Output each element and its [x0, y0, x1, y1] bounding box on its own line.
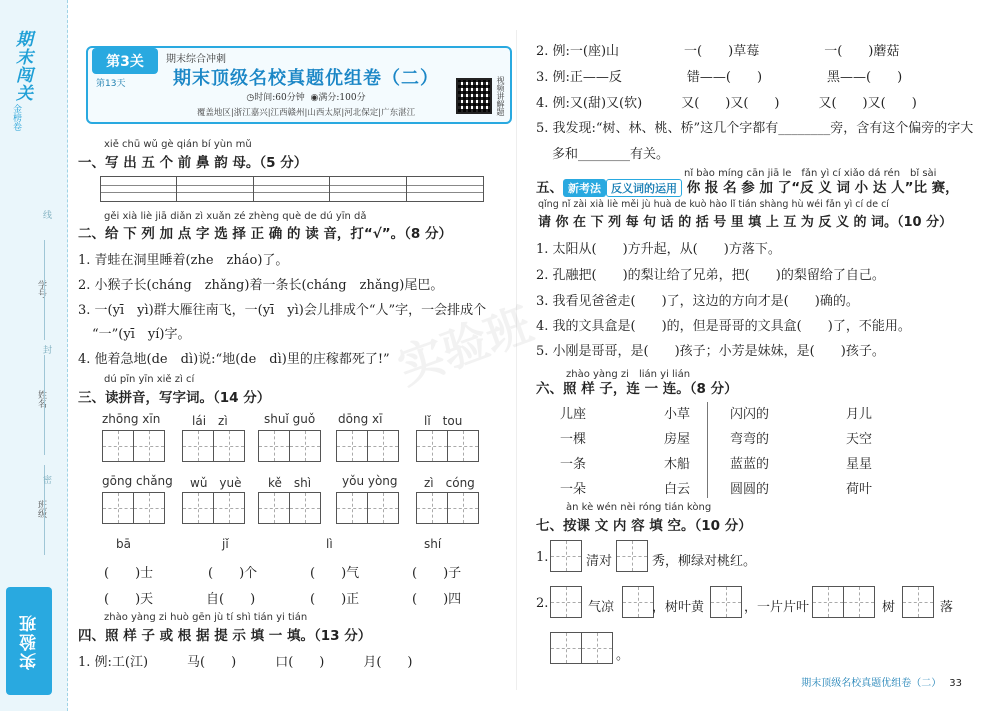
grid-cell[interactable]	[622, 586, 654, 618]
writing-grid[interactable]	[336, 492, 398, 524]
writing-grid[interactable]	[258, 492, 320, 524]
q7-item-1-text: 清对	[586, 554, 613, 569]
writing-grid[interactable]	[902, 586, 933, 618]
match-left-item[interactable]: 一棵	[560, 432, 587, 447]
cut-mark-line: 线	[41, 210, 51, 219]
student-id-label: 学号	[36, 280, 46, 298]
pinyin-prompt: lái zì	[192, 414, 228, 428]
section-5-pinyin-2: qǐng nǐ zài xià liè měi jù huà de kuò hào lǐ tián shàng hù wéi fǎn yì cí de cí	[538, 199, 889, 210]
q5-item-4[interactable]: 4. 我的文具盒是( )的，但是哥哥的文具盒( )了，不能用。	[536, 319, 911, 334]
section-5-text: 你 报 名 参 加 了“反 义 词 小 达 人”比 赛，	[686, 180, 959, 196]
cut-mark-secret: 密	[41, 475, 51, 484]
match-adj-item[interactable]: 弯弯的	[730, 432, 770, 447]
match-right-item[interactable]: 月儿	[846, 407, 873, 422]
q2-item-4[interactable]: 4. 他着急地(de dì)说:“地(de dì)里的庄稼都死了!”	[78, 352, 390, 367]
qr-label: 视频讲解题	[496, 76, 505, 116]
homophone-blank[interactable]: ( )个	[208, 566, 258, 581]
section-4-pinyin: zhào yàng zi huò gēn jù tí shì tián yi tián	[104, 612, 308, 623]
q7-item-2-text: 气凉	[588, 600, 615, 615]
section-3-pinyin: dú pīn yīn xiě zì cí	[104, 374, 195, 385]
match-noun-item[interactable]: 小草	[664, 407, 691, 422]
clock-icon: ◷	[246, 93, 255, 103]
writing-grid[interactable]	[182, 492, 244, 524]
sprint-label: 期末综合冲刺	[166, 54, 226, 65]
q4-item-5-cont[interactable]: 多和________有关。	[552, 147, 670, 162]
grid-cell[interactable]	[133, 492, 165, 524]
writing-grid[interactable]	[622, 586, 653, 618]
match-right-item[interactable]: 荷叶	[846, 482, 873, 497]
section-4-heading: 四、照 样 子 或 根 据 提 示 填 一 填。（13 分）	[78, 628, 372, 644]
q2-item-1[interactable]: 1. 青蛙在洞里睡着(zhe zháo)了。	[78, 253, 289, 268]
homophone-blank[interactable]: ( )正	[310, 592, 360, 607]
section-7-heading: 七、按课 文 内 容 填 空。（10 分）	[536, 518, 752, 534]
grid-cell[interactable]	[258, 492, 290, 524]
page-footer	[801, 674, 962, 689]
grid-cell[interactable]	[843, 586, 875, 618]
full-score: 满分:100分	[318, 93, 366, 103]
section-5-pinyin: nǐ bào míng cān jiā le fǎn yì cí xiǎo dá rén bǐ sài	[684, 168, 937, 179]
grid-cell[interactable]	[447, 492, 479, 524]
pinyin-prompt: shí	[424, 537, 442, 551]
match-noun-item[interactable]: 房屋	[664, 432, 691, 447]
pinyin-prompt: zì cóng	[424, 476, 475, 490]
pinyin-prompt: shuǐ guǒ	[264, 412, 316, 426]
answer-slot[interactable]	[330, 177, 406, 201]
q2-item-2[interactable]: 2. 小猴子长(cháng zhǎng)着一条长(cháng zhǎng)尾巴。	[78, 278, 444, 293]
section-2-heading: 二、给 下 列 加 点 字 选 择 正 确 的 读 音，打“√”。（8 分）	[78, 226, 452, 242]
grid-cell[interactable]	[416, 430, 448, 462]
q7-item-1-number: 1.	[536, 550, 549, 565]
writing-grid[interactable]	[416, 430, 478, 462]
watermark: 实验班	[390, 296, 540, 395]
q7-item-2-end: 。	[616, 648, 630, 663]
writing-grid[interactable]	[812, 586, 874, 618]
grid-cell[interactable]	[336, 430, 368, 462]
match-noun-item[interactable]: 白云	[664, 482, 691, 497]
writing-grid[interactable]	[616, 540, 647, 572]
q7-item-2-text: 落	[940, 600, 954, 615]
pinyin-prompt: yǒu yòng	[342, 474, 398, 488]
answer-slot[interactable]	[407, 177, 483, 201]
q7-item-2-number: 2.	[536, 596, 549, 611]
grid-cell[interactable]	[416, 492, 448, 524]
section-7-pinyin: àn kè wén nèi róng tián kòng	[566, 502, 712, 513]
writing-grid[interactable]	[182, 430, 244, 462]
grid-cell[interactable]	[550, 586, 582, 618]
writing-grid[interactable]	[102, 430, 164, 462]
student-name-line	[44, 355, 45, 455]
grid-cell[interactable]	[182, 492, 214, 524]
q2-item-3-cont[interactable]: “一”(yī yí)字。	[92, 327, 191, 342]
match-left-item[interactable]: 儿座	[560, 407, 587, 422]
homophone-blank[interactable]: ( )天	[104, 592, 154, 607]
grid-cell[interactable]	[102, 430, 134, 462]
grid-cell[interactable]	[581, 632, 613, 664]
pinyin-prompt: kě shì	[268, 476, 312, 490]
section-1-heading: 一、写 出 五 个 前 鼻 韵 母。（5 分）	[78, 155, 308, 171]
exam-header	[86, 46, 512, 124]
grid-cell[interactable]	[182, 430, 214, 462]
binding-margin	[0, 0, 68, 711]
q4-item-3[interactable]: 3. 例:正——反 错——( ) 黑——( )	[536, 70, 903, 85]
grid-cell[interactable]	[336, 492, 368, 524]
answer-slot[interactable]	[101, 177, 177, 201]
grid-cell[interactable]	[102, 492, 134, 524]
level-badge: 第3关	[92, 48, 158, 74]
q7-item-1-text: 秀，柳绿对桃红。	[652, 554, 757, 569]
pinyin-prompt: lì	[326, 537, 333, 551]
covered-regions: 覆盖地区|浙江嘉兴|江西赣州|山西太原|河北保定|广东湛江	[196, 108, 416, 118]
q4-item-1[interactable]: 1. 例:工(江) 马( ) 口( ) 月( )	[78, 655, 413, 670]
match-left-item[interactable]: 一条	[560, 457, 587, 472]
grid-cell[interactable]	[616, 540, 648, 572]
grid-cell[interactable]	[367, 430, 399, 462]
cut-mark-seal: 封	[41, 345, 51, 354]
writing-grid[interactable]	[710, 586, 741, 618]
writing-grid[interactable]	[550, 540, 581, 572]
q4-item-4[interactable]: 4. 例:又(甜)又(软) 又( )又( ) 又( )又( )	[536, 96, 917, 111]
page-number: 33	[949, 678, 962, 689]
writing-grid[interactable]	[336, 430, 398, 462]
grid-cell[interactable]	[213, 430, 245, 462]
section-2-pinyin: gěi xià liè jiā diǎn zì xuǎn zé zhèng què de dú yīn dǎ	[104, 211, 367, 222]
grid-cell[interactable]	[812, 586, 844, 618]
pinyin-prompt: gōng chǎng	[102, 474, 173, 488]
day-label: 第13天	[96, 79, 126, 89]
page-fold	[516, 30, 517, 690]
exam-title: 期末顶级名校真题优组卷（二）	[173, 68, 439, 89]
q5-item-1[interactable]: 1. 太阳从( )方升起，从( )方落下。	[536, 242, 781, 257]
match-adj-item[interactable]: 圆圆的	[730, 482, 770, 497]
student-id-line	[44, 240, 45, 340]
exam-meta	[146, 90, 466, 103]
pinyin-prompt: dōng xī	[338, 412, 383, 426]
brand-logo: 实验班	[6, 587, 52, 695]
section-5-heading: 五、 新考法 反义词的运用 你 报 名 参 加 了“反 义 词 小 达 人”比 赛，	[536, 180, 959, 196]
match-noun-item[interactable]: 木船	[664, 457, 691, 472]
q7-item-2-text: ，一片片叶	[744, 600, 810, 615]
time-limit: 时间:60分钟	[254, 93, 305, 103]
match-right-item[interactable]: 天空	[846, 432, 873, 447]
match-divider	[707, 402, 708, 498]
grid-cell[interactable]	[289, 430, 321, 462]
pinyin-prompt: wǔ yuè	[190, 476, 242, 490]
writing-grid[interactable]	[102, 492, 164, 524]
q7-item-2-text: 树	[882, 600, 896, 615]
student-name-label: 姓名	[36, 390, 46, 408]
series-logo: 期末闯关 金榜卷	[11, 30, 32, 131]
homophone-blank[interactable]: ( )四	[412, 592, 462, 607]
q4-item-2[interactable]: 2. 例:一(座)山 一( )草莓 一( )蘑菇	[536, 44, 900, 59]
grid-cell[interactable]	[550, 632, 582, 664]
section-1-pinyin: xiě chū wǔ gè qián bí yùn mǔ	[104, 139, 252, 150]
grid-cell[interactable]	[367, 492, 399, 524]
writing-grid[interactable]	[550, 586, 581, 618]
q5-item-2[interactable]: 2. 孔融把( )的梨让给了兄弟，把( )的梨留给了自己。	[536, 268, 885, 283]
topic-tag: 反义词的运用	[606, 179, 682, 197]
section-6-pinyin: zhào yàng zi lián yi lián	[566, 369, 691, 380]
grid-cell[interactable]	[710, 586, 742, 618]
grid-cell[interactable]	[133, 430, 165, 462]
writing-grid[interactable]	[550, 632, 612, 664]
q7-item-2-text: ，树叶黄	[652, 600, 705, 615]
section-5-instruction: 请 你 在 下 列 每 句 话 的 括 号 里 填 上 互 为 反 义 的 词。（10 分）	[538, 215, 953, 230]
q5-item-3[interactable]: 3. 我看见爸爸走( )了，这边的方向才是( )确的。	[536, 294, 859, 309]
answer-slot[interactable]	[254, 177, 330, 201]
grid-cell[interactable]	[902, 586, 934, 618]
footer-title: 期末顶级名校真题优组卷（二）	[801, 678, 942, 689]
answer-slot[interactable]	[177, 177, 253, 201]
homophone-blank[interactable]: 自( )	[206, 592, 256, 607]
pinyin-prompt: jǐ	[222, 537, 229, 551]
section-3-heading: 三、读拼音，写字词。（14 分）	[78, 390, 271, 406]
pinyin-prompt: bā	[116, 537, 131, 551]
writing-grid[interactable]	[416, 492, 478, 524]
section-6-heading: 六、照 样 子，连 一 连。（8 分）	[536, 381, 738, 397]
homophone-blank[interactable]: ( )气	[310, 566, 360, 581]
match-left-item[interactable]: 一朵	[560, 482, 587, 497]
qr-code-icon[interactable]	[456, 78, 492, 114]
q1-answer-lines[interactable]	[100, 176, 484, 202]
pinyin-prompt: lǐ tou	[424, 414, 463, 428]
q4-item-5[interactable]: 5. 我发现:“树、林、桃、桥”这几个字都有________旁，含有这个偏旁的字大	[536, 121, 974, 136]
match-right-item[interactable]: 星星	[846, 457, 873, 472]
new-method-tag: 新考法	[563, 179, 606, 197]
homophone-blank[interactable]: ( )士	[104, 566, 154, 581]
writing-grid[interactable]	[258, 430, 320, 462]
homophone-blank[interactable]: ( )子	[412, 566, 462, 581]
grid-cell[interactable]	[289, 492, 321, 524]
grid-cell[interactable]	[258, 430, 290, 462]
grid-cell[interactable]	[213, 492, 245, 524]
grid-cell[interactable]	[447, 430, 479, 462]
q2-item-3[interactable]: 3. 一(yī yì)群大雁往南飞，一(yī yì)会儿排成个“人”字，一会排成个	[78, 303, 487, 318]
q5-item-5[interactable]: 5. 小刚是哥哥，是( )孩子；小芳是妹妹，是( )孩子。	[536, 344, 885, 359]
match-adj-item[interactable]: 蓝蓝的	[730, 457, 770, 472]
pinyin-prompt: zhōng xīn	[102, 412, 161, 426]
match-adj-item[interactable]: 闪闪的	[730, 407, 770, 422]
star-icon: ◉	[310, 93, 319, 103]
grid-cell[interactable]	[550, 540, 582, 572]
class-label: 班级	[36, 500, 46, 518]
